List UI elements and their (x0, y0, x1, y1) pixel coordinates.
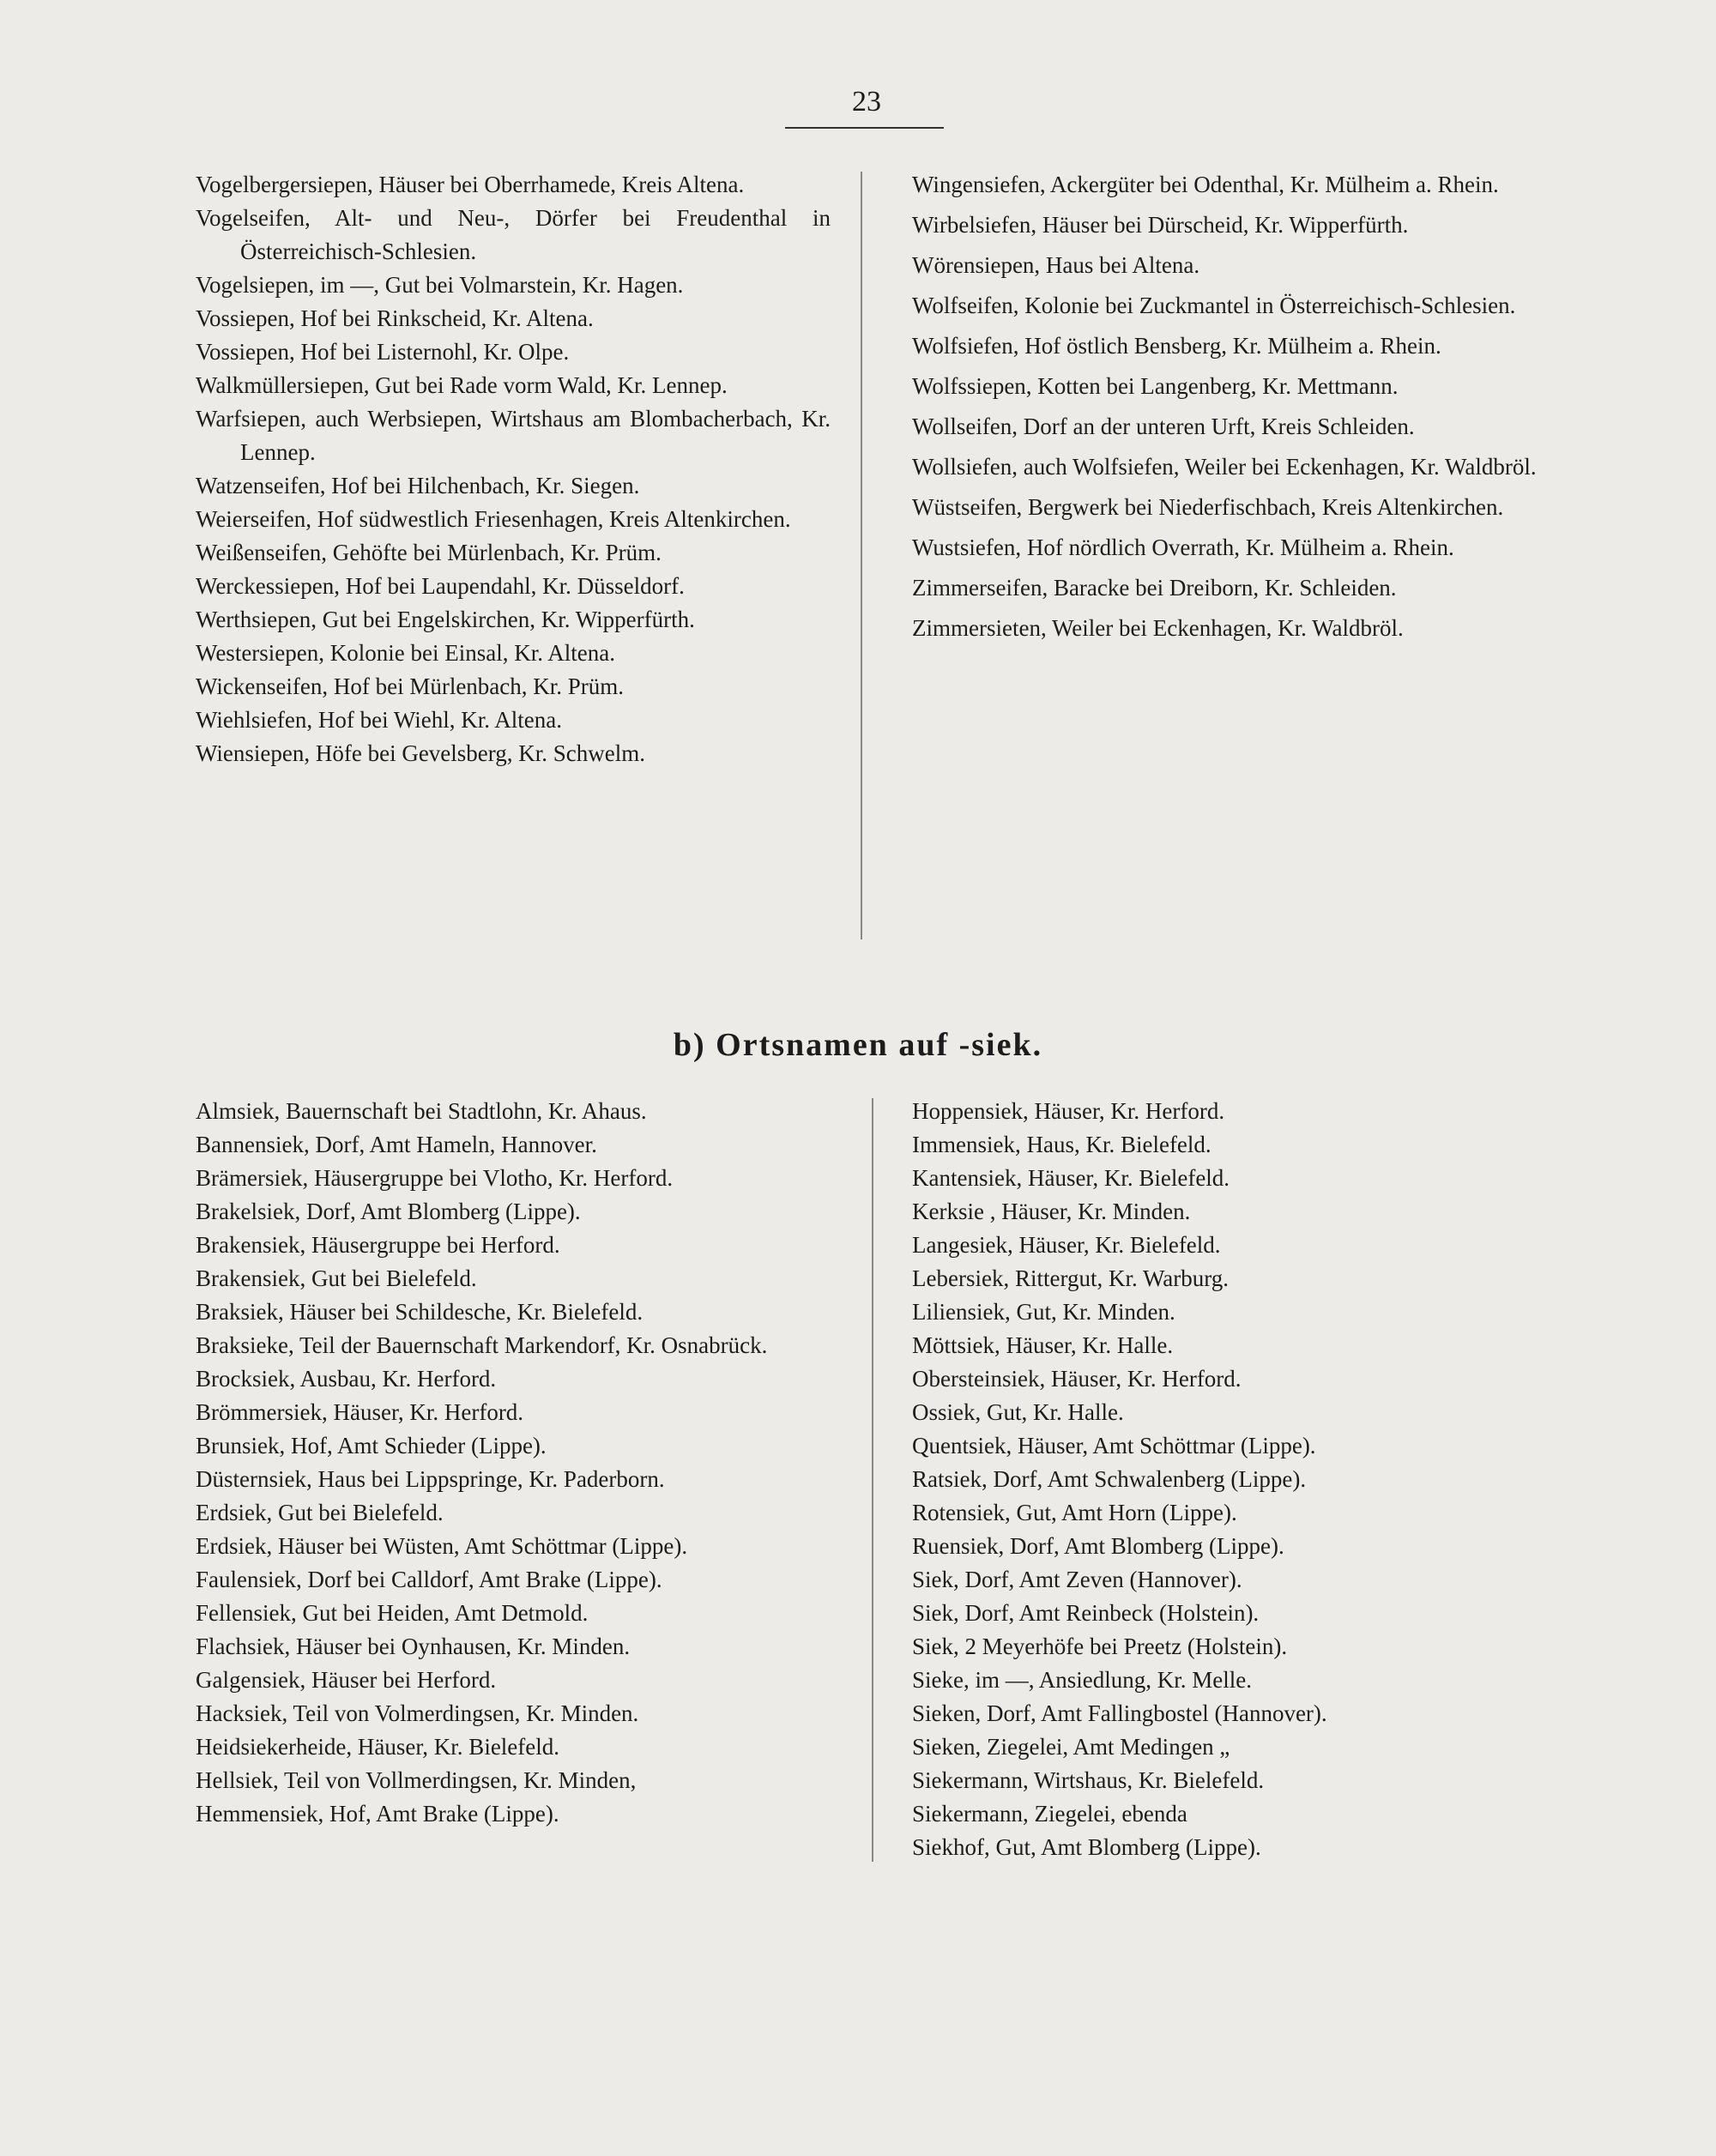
place-entry: Werthsiepen, Gut bei Engelskirchen, Kr. Wipperfürth. (196, 607, 695, 632)
place-entry: Kerksie , Häuser, Kr. Minden. (912, 1199, 1191, 1224)
place-entry: Siek, Dorf, Amt Zeven (Hannover). (912, 1567, 1242, 1592)
place-entry: Rotensiek, Gut, Amt Horn (Lippe). (912, 1500, 1237, 1525)
place-entry: Wollseifen, Dorf an der unteren Urft, Kreis Schleiden. (912, 414, 1415, 439)
page-number-rule (785, 127, 944, 129)
place-entry: Möttsiek, Häuser, Kr. Halle. (912, 1332, 1174, 1358)
place-entry: Vossiepen, Hof bei Rinkscheid, Kr. Altena. (196, 305, 594, 331)
place-entry: Vogelseifen, Alt- und Neu-, Dörfer bei Freudenthal in Österreichisch-Schlesien. (196, 205, 831, 264)
place-entry: Watzenseifen, Hof bei Hilchenbach, Kr. Siegen. (196, 473, 640, 498)
place-entry: Brunsiek, Hof, Amt Schieder (Lippe). (196, 1433, 547, 1458)
place-entry: Quentsiek, Häuser, Amt Schöttmar (Lippe). (912, 1433, 1316, 1458)
place-entry: Braksieke, Teil der Bauernschaft Markendorf, Kr. Osnabrück. (196, 1332, 768, 1358)
place-entry: Wüstseifen, Bergwerk bei Niederfischbach, Kreis Altenkirchen. (912, 494, 1504, 520)
place-entry: Ratsiek, Dorf, Amt Schwalenberg (Lippe). (912, 1466, 1307, 1492)
place-entry: Wingensiefen, Ackergüter bei Odenthal, Kr. Mülheim a. Rhein. (912, 172, 1499, 197)
place-entry: Zimmerseifen, Baracke bei Dreiborn, Kr. Schleiden. (912, 575, 1397, 601)
place-entry: Sieken, Dorf, Amt Fallingbostel (Hannover). (912, 1700, 1327, 1726)
place-entry: Flachsiek, Häuser bei Oynhausen, Kr. Minden. (196, 1634, 631, 1659)
place-entry: Wirbelsiefen, Häuser bei Dürscheid, Kr. Wipperfürth. (912, 212, 1409, 238)
place-entry: Langesiek, Häuser, Kr. Bielefeld. (912, 1232, 1221, 1258)
place-entry: Erdsiek, Häuser bei Wüsten, Amt Schöttmar (Lippe). (196, 1533, 688, 1559)
place-entry: Weißenseifen, Gehöfte bei Mürlenbach, Kr. Prüm. (196, 540, 662, 565)
place-entry: Ruensiek, Dorf, Amt Blomberg (Lippe). (912, 1533, 1284, 1559)
place-entry: Sieke, im —, Ansiedlung, Kr. Melle. (912, 1667, 1252, 1693)
place-entry: Erdsiek, Gut bei Bielefeld. (196, 1500, 444, 1525)
place-entry: Walkmüllersiepen, Gut bei Rade vorm Wald, Kr. Lennep. (196, 372, 728, 398)
place-entry: Hoppensiek, Häuser, Kr. Herford. (912, 1098, 1225, 1124)
section-b-right-column (912, 1095, 1556, 1864)
section-heading: b) Ortsnamen auf -siek. (673, 1027, 1043, 1063)
place-entry: Sieken, Ziegelei, Amt Medingen „ (912, 1734, 1230, 1760)
place-entry: Wolfssiepen, Kotten bei Langenberg, Kr. Mettmann. (912, 373, 1399, 399)
place-entry: Obersteinsiek, Häuser, Kr. Herford. (912, 1366, 1242, 1392)
place-entry: Brämersiek, Häusergruppe bei Vlotho, Kr. Herford. (196, 1165, 674, 1191)
place-entry: Wolfsiefen, Hof östlich Bensberg, Kr. Mülheim a. Rhein. (912, 333, 1441, 359)
place-entry: Kantensiek, Häuser, Kr. Bielefeld. (912, 1165, 1230, 1191)
place-entry: Warfsiepen, auch Werbsiepen, Wirtshaus am Blombacherbach, Kr. Lennep. (196, 406, 831, 465)
place-entry: Hacksiek, Teil von Volmerdingsen, Kr. Minden. (196, 1700, 639, 1726)
place-entry: Düsternsiek, Haus bei Lippspringe, Kr. Paderborn. (196, 1466, 665, 1492)
place-entry: Brakensiek, Häusergruppe bei Herford. (196, 1232, 560, 1258)
place-entry: Faulensiek, Dorf bei Calldorf, Amt Brake (Lippe). (196, 1567, 662, 1592)
place-entry: Brakensiek, Gut bei Bielefeld. (196, 1265, 477, 1291)
place-entry: Siek, Dorf, Amt Reinbeck (Holstein). (912, 1600, 1260, 1626)
place-entry: Brakelsiek, Dorf, Amt Blomberg (Lippe). (196, 1199, 581, 1224)
place-entry: Immensiek, Haus, Kr. Bielefeld. (912, 1132, 1211, 1157)
place-entry: Wustsiefen, Hof nördlich Overrath, Kr. Mülheim a. Rhein. (912, 534, 1454, 560)
place-entry: Zimmersieten, Weiler bei Eckenhagen, Kr. Waldbröl. (912, 615, 1404, 641)
place-entry: Wickenseifen, Hof bei Mürlenbach, Kr. Prüm. (196, 673, 625, 699)
place-entry: Fellensiek, Gut bei Heiden, Amt Detmold. (196, 1600, 589, 1626)
place-entry: Wiehlsiefen, Hof bei Wiehl, Kr. Altena. (196, 707, 562, 733)
column-divider (872, 1098, 873, 1862)
place-entry: Siekermann, Wirtshaus, Kr. Bielefeld. (912, 1767, 1265, 1793)
place-entry: Werckessiepen, Hof bei Laupendahl, Kr. Düsseldorf. (196, 573, 685, 599)
place-entry: Siekhof, Gut, Amt Blomberg (Lippe). (912, 1834, 1261, 1860)
place-entry: Heidsiekerheide, Häuser, Kr. Bielefeld. (196, 1734, 560, 1760)
place-entry: Westersiepen, Kolonie bei Einsal, Kr. Altena. (196, 640, 615, 666)
place-entry: Wolfseifen, Kolonie bei Zuckmantel in Österreichisch-Schlesien. (912, 293, 1516, 318)
place-entry: Braksiek, Häuser bei Schildesche, Kr. Bielefeld. (196, 1299, 644, 1325)
place-entry: Wörensiepen, Haus bei Altena. (912, 252, 1200, 278)
place-entry: Wiensiepen, Höfe bei Gevelsberg, Kr. Schwelm. (196, 740, 646, 766)
place-entry: Lebersiek, Rittergut, Kr. Warburg. (912, 1265, 1230, 1291)
place-entry: Wollsiefen, auch Wolfsiefen, Weiler bei Eckenhagen, Kr. Waldbröl. (912, 454, 1537, 480)
place-entry: Siekermann, Ziegelei, ebenda (912, 1801, 1187, 1827)
place-entry: Bannensiek, Dorf, Amt Hameln, Hannover. (196, 1132, 597, 1157)
page-number: 23 (852, 86, 881, 118)
place-entry: Siek, 2 Meyerhöfe bei Preetz (Holstein). (912, 1634, 1288, 1659)
place-entry: Galgensiek, Häuser bei Herford. (196, 1667, 497, 1693)
column-divider (861, 172, 862, 939)
place-entry: Brömmersiek, Häuser, Kr. Herford. (196, 1399, 524, 1425)
section-a-right-column (912, 168, 1556, 652)
place-entry: Vossiepen, Hof bei Listernohl, Kr. Olpe. (196, 339, 570, 365)
place-entry: Weierseifen, Hof südwestlich Friesenhagen, Kreis Altenkirchen. (196, 506, 791, 532)
place-entry: Vogelsiepen, im —, Gut bei Volmarstein, Kr. Hagen. (196, 272, 684, 298)
place-entry: Hemmensiek, Hof, Amt Brake (Lippe). (196, 1801, 559, 1827)
place-entry: Brocksiek, Ausbau, Kr. Herford. (196, 1366, 497, 1392)
place-entry: Liliensiek, Gut, Kr. Minden. (912, 1299, 1175, 1325)
place-entry: Vogelbergersiepen, Häuser bei Oberrhamede, Kreis Altena. (196, 172, 745, 197)
section-a-left-column (196, 168, 831, 770)
place-entry: Ossiek, Gut, Kr. Halle. (912, 1399, 1124, 1425)
section-b-left-column (196, 1095, 839, 1831)
place-entry: Hellsiek, Teil von Vollmerdingsen, Kr. Minden, (196, 1767, 637, 1793)
place-entry: Almsiek, Bauernschaft bei Stadtlohn, Kr. Ahaus. (196, 1098, 647, 1124)
